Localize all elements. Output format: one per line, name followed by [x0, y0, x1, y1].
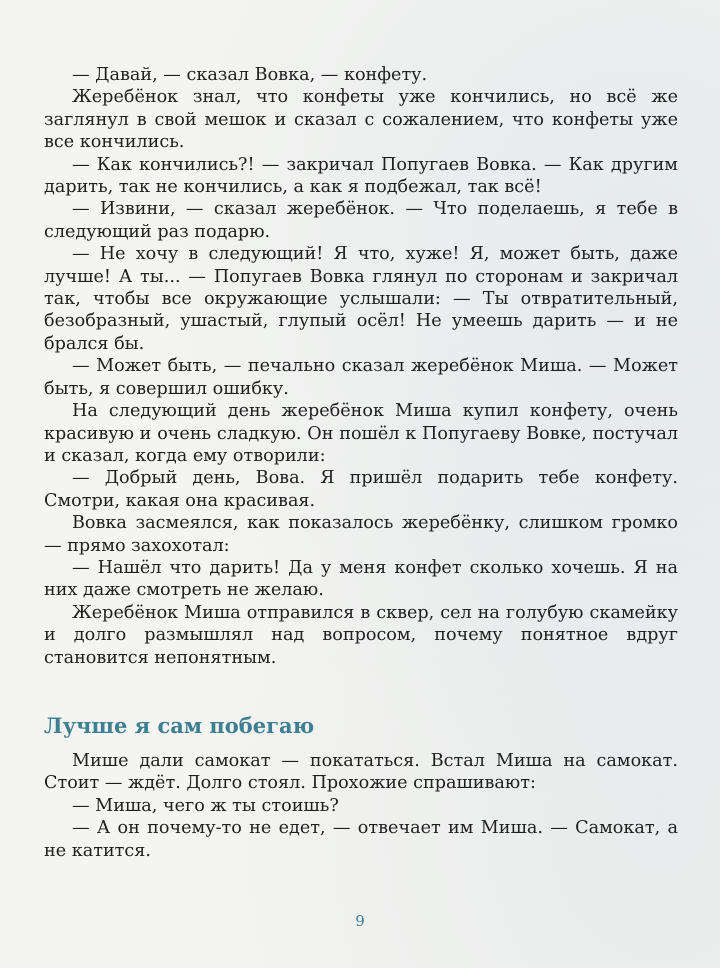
paragraph: На следующий день жеребёнок Миша купил конфету, очень красивую и очень сладкую. Он пошёл к Попугаеву Вовке, постучал и сказал, когда ему отворили: — [44, 401, 678, 466]
section-heading: Лучше я сам побегаю — [44, 713, 315, 738]
page-number: 9 — [355, 912, 365, 930]
paragraph: Вовка засмеялся, как показалось жеребёнку, слишком громко — прямо захохотал: — [44, 513, 678, 556]
paragraph: Мише дали самокат — покататься. Встал Миша на самокат. Стоит — ждёт. Долго стоял. Прохожие спрашивают: — [44, 751, 678, 794]
story-text — [44, 64, 678, 669]
paragraph: — Добрый день, Вова. Я пришёл подарить тебе конфету. Смотри, какая она красивая. — [44, 468, 678, 511]
paragraph: — Извини, — сказал жеребёнок. — Что поделаешь, я тебе в следующий раз подарю. — [44, 199, 678, 242]
paragraph: — Миша, чего ж ты стоишь? — [72, 795, 339, 816]
paragraph: — Нашёл что дарить! Да у меня конфет сколько хочешь. Я на них даже смотреть не желаю. — [44, 557, 678, 601]
paragraph: — Не хочу в следующий! Я что, хуже! Я, может быть, даже лучше! А ты... — Попугаев Вовка глянул по сторонам и закричал так, чтобы все окружающие услышали: — Ты отвратительный, безобразный, ушастый, глупый осёл! Не умеешь дарить — и не брался бы. — [44, 244, 678, 354]
paragraph: — Может быть, — печально сказал жеребёнок Миша. — Может быть, я совершил ошибку. — [44, 356, 678, 399]
paragraph: — А он почему-то не едет, — отвечает им Миша. — Самокат, а не катится. — [44, 818, 678, 861]
section-text — [44, 750, 678, 862]
paragraph: — Давай, — сказал Вовка, — конфету. — [72, 65, 428, 85]
paragraph: Жеребёнок знал, что конфеты уже кончились, но всё же заглянул в свой мешок и сказал с сожалением, что конфеты уже все кончились. — [44, 87, 678, 153]
paragraph: — Как кончились?! — закричал Попугаев Вовка. — Как другим дарить, так не кончились, а как я подбежал, так всё! — [44, 154, 678, 198]
paragraph: Жеребёнок Миша отправился в сквер, сел на голубую скамейку и долго размышлял над вопросом, почему понятное вдруг становится непонятным. — [44, 602, 678, 668]
